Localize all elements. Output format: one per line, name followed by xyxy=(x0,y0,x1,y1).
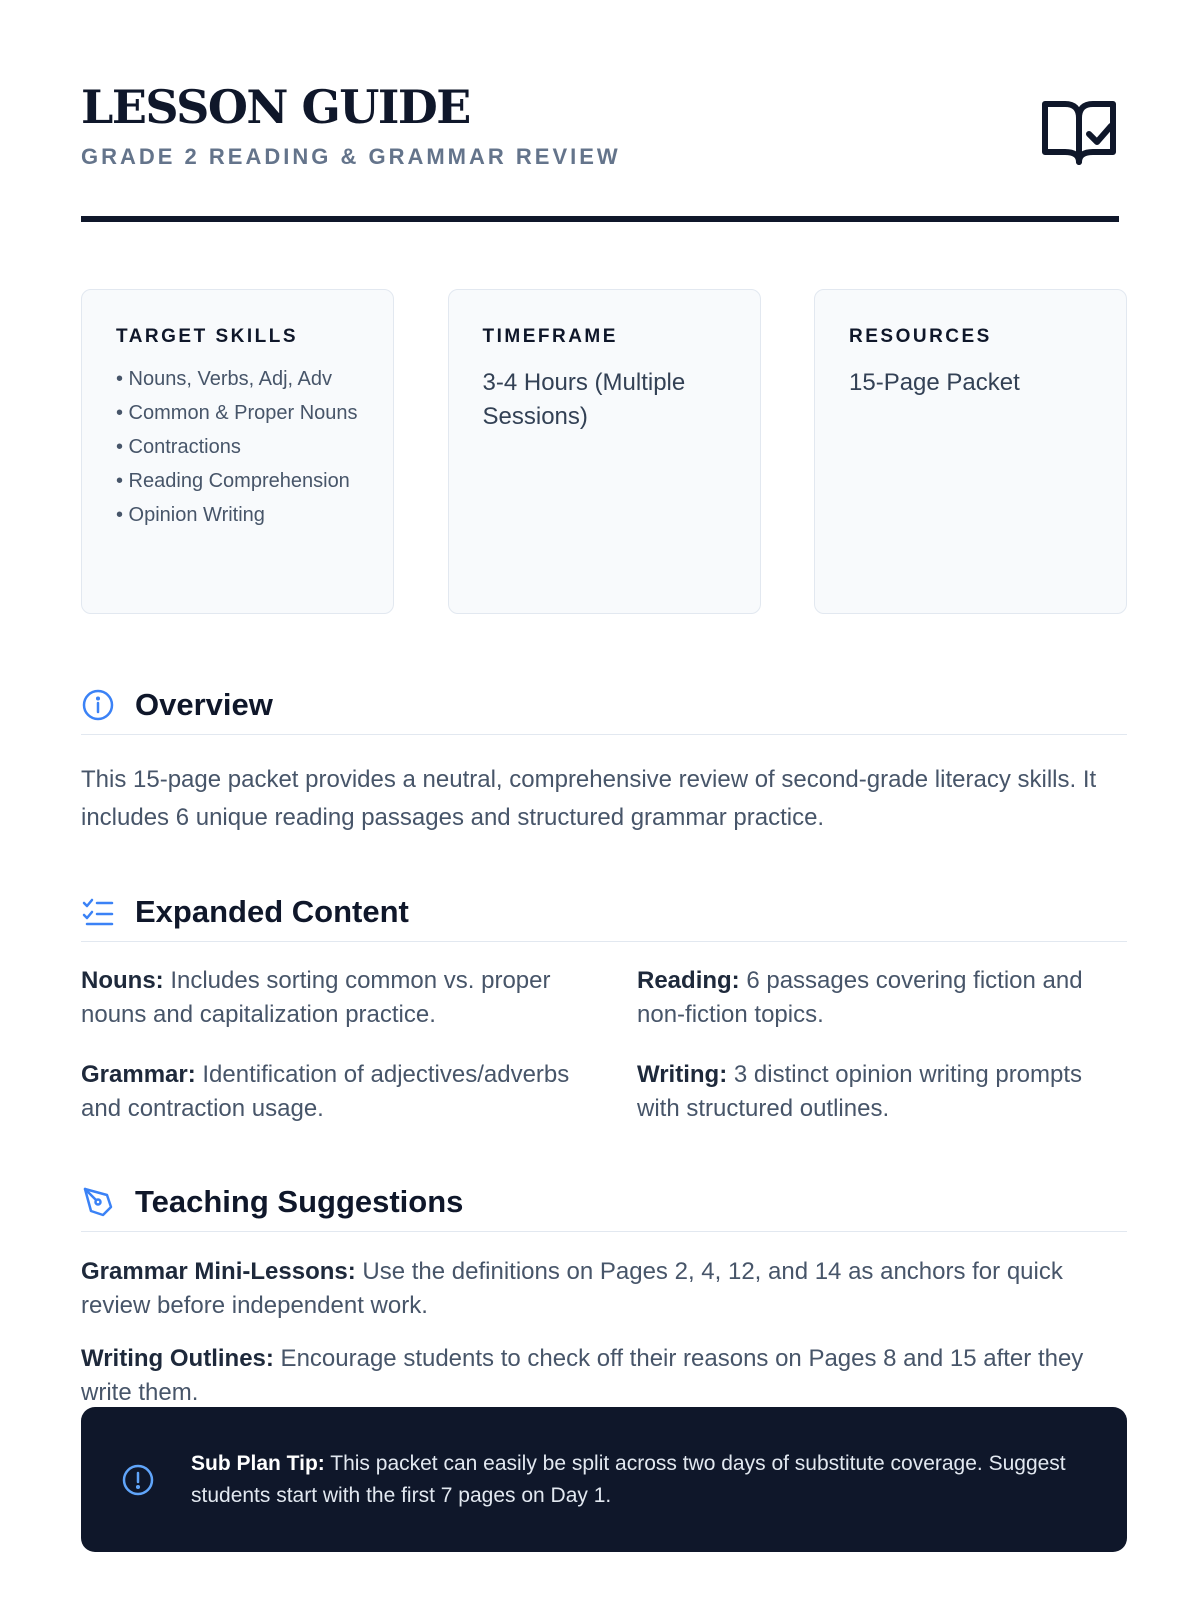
section-header xyxy=(81,1185,1127,1232)
tip-label: Sub Plan Tip: xyxy=(191,1451,325,1475)
section-title: Overview xyxy=(135,687,273,722)
tips-list xyxy=(81,1255,1127,1410)
skill-list xyxy=(116,366,359,529)
alert-circle-icon xyxy=(121,1463,155,1497)
content-item xyxy=(81,964,571,1032)
section-header xyxy=(81,895,1127,942)
resources-card xyxy=(814,289,1127,614)
card-label: TIMEFRAME xyxy=(482,326,618,347)
tip-text: This packet can easily be split across two days of substitute coverage. Suggest students start with the first 7 pages on Day 1. xyxy=(191,1451,1066,1507)
content-grid xyxy=(81,964,1127,1126)
item-text: Identification of adjectives/adverbs and contraction usage. xyxy=(81,1061,570,1122)
timeframe-value: 3-4 Hours (Multiple Sessions) xyxy=(482,369,686,430)
tip-text: Encourage students to check off their reasons on Pages 8 and 15 after they write them. xyxy=(81,1345,1084,1406)
content-item xyxy=(81,1058,571,1126)
page-title: LESSON GUIDE xyxy=(81,80,470,134)
summary-cards xyxy=(81,289,1127,614)
card-label: RESOURCES xyxy=(849,326,992,347)
checklist-icon xyxy=(81,895,115,929)
teaching-suggestions-section xyxy=(81,1185,1127,1429)
sub-plan-tip-callout xyxy=(81,1407,1127,1552)
expanded-content-section xyxy=(81,895,1127,1126)
item-label: Grammar: xyxy=(81,1061,196,1088)
tip-text: Use the definitions on Pages 2, 4, 12, and 14 as anchors for quick review before independent work. xyxy=(81,1258,1063,1319)
content-item xyxy=(637,964,1127,1032)
card-label: TARGET SKILLS xyxy=(116,326,299,347)
timeframe-card xyxy=(448,289,761,614)
resources-value: 15-Page Packet xyxy=(849,369,1020,396)
tip-item xyxy=(81,1342,1127,1410)
pen-tool-icon xyxy=(81,1185,115,1219)
list-item: • Contractions xyxy=(116,436,241,458)
item-text: 3 distinct opinion writing prompts with structured outlines. xyxy=(637,1061,1083,1122)
sub-plan-tip-text xyxy=(191,1448,1087,1512)
book-check-icon xyxy=(1041,98,1117,168)
content-item xyxy=(637,1058,1127,1126)
item-label: Reading: xyxy=(637,967,740,994)
list-item: • Opinion Writing xyxy=(116,504,265,526)
target-skills-card xyxy=(81,289,394,614)
section-title: Teaching Suggestions xyxy=(135,1184,464,1219)
overview-section xyxy=(81,688,1127,837)
tip-item xyxy=(81,1255,1127,1323)
list-item: • Reading Comprehension xyxy=(116,470,350,492)
item-text: 6 passages covering fiction and non-fiction topics. xyxy=(637,967,1083,1028)
section-title: Expanded Content xyxy=(135,894,409,929)
section-header xyxy=(81,688,1127,735)
item-label: Nouns: xyxy=(81,967,164,994)
item-text: Includes sorting common vs. proper nouns and capitalization practice. xyxy=(81,967,551,1028)
list-item: • Common & Proper Nouns xyxy=(116,402,358,424)
list-item: • Nouns, Verbs, Adj, Adv xyxy=(116,368,333,390)
info-icon xyxy=(81,688,115,722)
item-label: Writing: xyxy=(637,1061,728,1088)
overview-text: This 15-page packet provides a neutral, comprehensive review of second-grade literacy skills. It includes 6 unique reading passages and structured grammar practice. xyxy=(81,766,1097,831)
tip-label: Writing Outlines: xyxy=(81,1345,274,1372)
page-subtitle: GRADE 2 READING & GRAMMAR REVIEW xyxy=(81,144,621,169)
tip-label: Grammar Mini-Lessons: xyxy=(81,1258,356,1285)
page-header xyxy=(81,0,1119,222)
